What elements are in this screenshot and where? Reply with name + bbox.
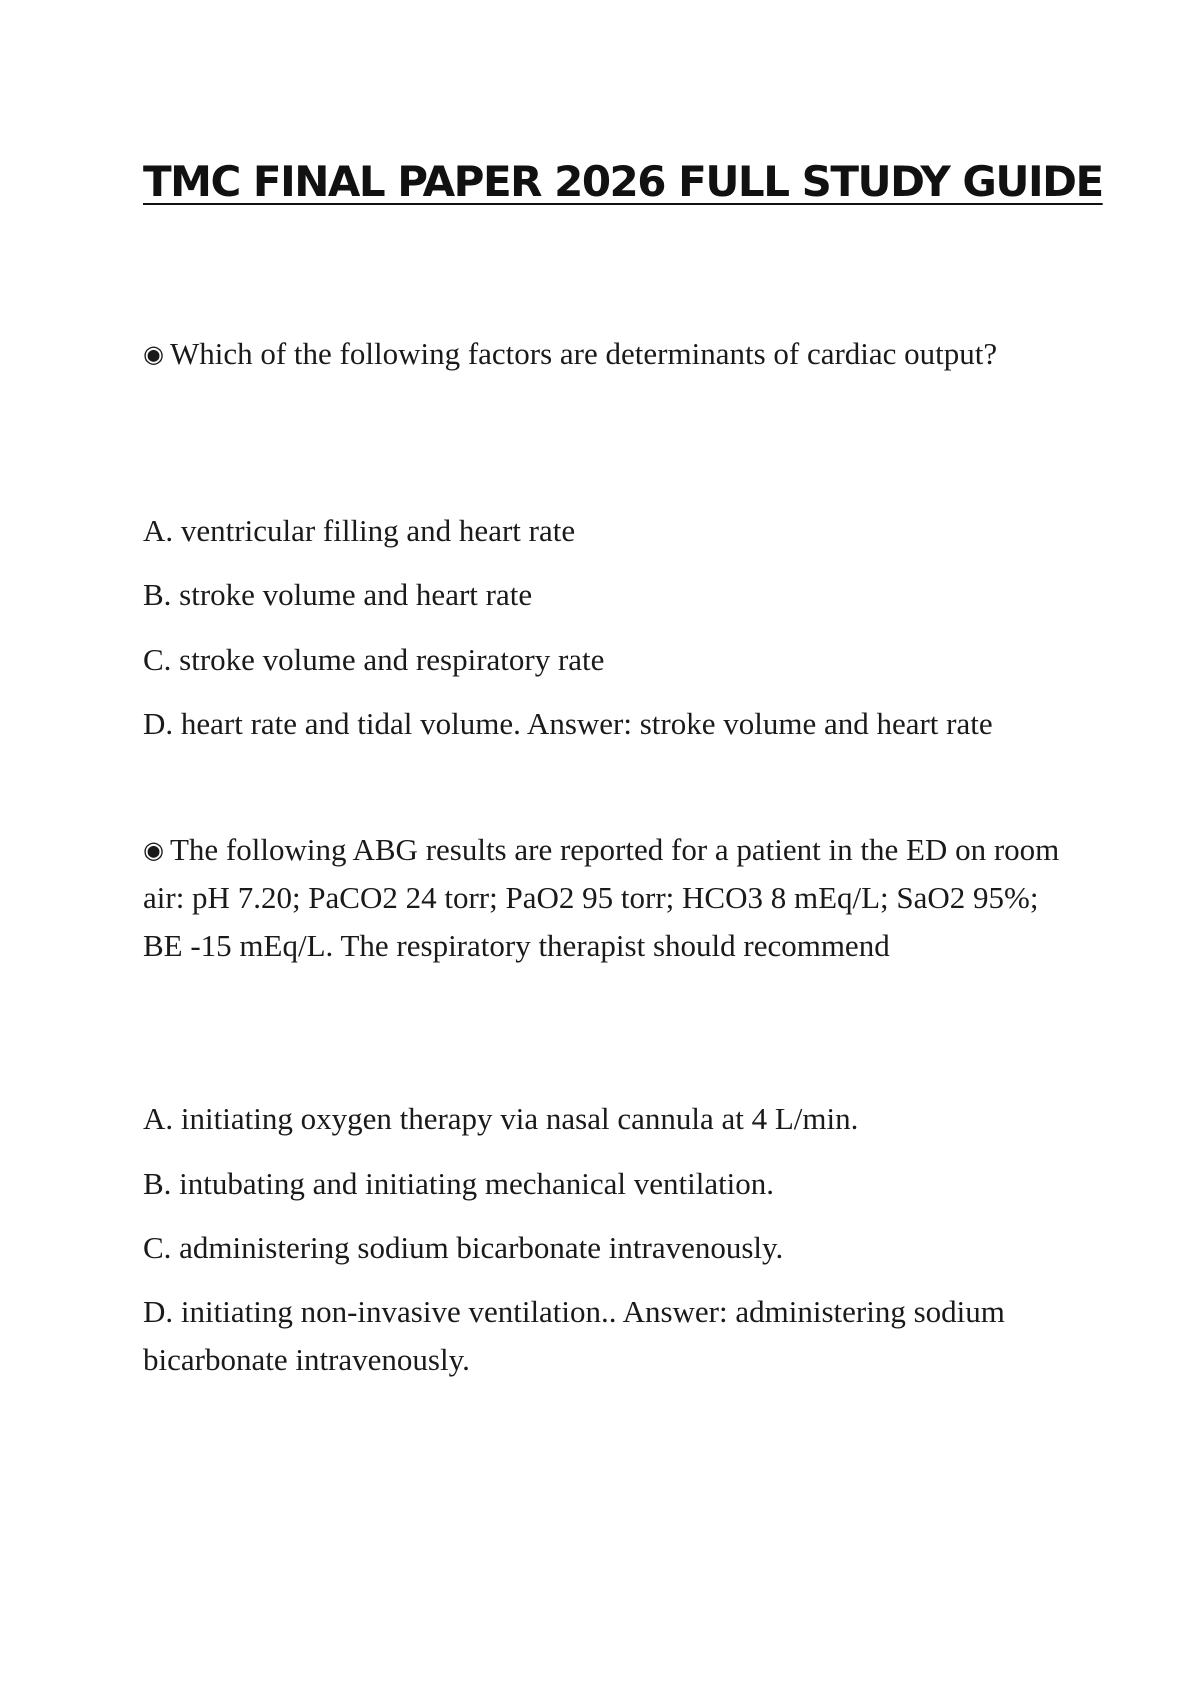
question-2-text: The following ABG results are reported for a patient in the ED on room air: pH 7.20; PaCO2 24 torr; PaO2 95 torr; HCO3 8 mEq/L; SaO2 95%; BE -15 mEq/L. The respiratory therapist should recommend bbox=[143, 832, 1060, 963]
question-2 bbox=[143, 826, 1073, 970]
question-1-option-a: A. ventricular filling and heart rate bbox=[143, 513, 576, 548]
question-2-option-b: B. intubating and initiating mechanical ventilation. bbox=[143, 1166, 775, 1201]
question-1-option-d: D. heart rate and tidal volume. Answer: stroke volume and heart rate bbox=[143, 706, 993, 741]
radio-bullet-icon: ◉ bbox=[143, 836, 164, 864]
question-1-option-c: C. stroke volume and respiratory rate bbox=[143, 642, 605, 677]
question-1 bbox=[143, 330, 1073, 378]
question-1-option-b: B. stroke volume and heart rate bbox=[143, 577, 533, 612]
document-title: TMC FINAL PAPER 2026 FULL STUDY GUIDE bbox=[143, 157, 1103, 206]
question-2-option-d: D. initiating non-invasive ventilation.. Answer: administering sodium bicarbonate intravenously. bbox=[143, 1294, 1005, 1377]
radio-bullet-icon: ◉ bbox=[143, 340, 164, 368]
question-2-option-c: C. administering sodium bicarbonate intravenously. bbox=[143, 1230, 784, 1265]
question-1-text: Which of the following factors are determinants of cardiac output? bbox=[169, 336, 998, 371]
question-2-option-a: A. initiating oxygen therapy via nasal cannula at 4 L/min. bbox=[143, 1101, 859, 1136]
